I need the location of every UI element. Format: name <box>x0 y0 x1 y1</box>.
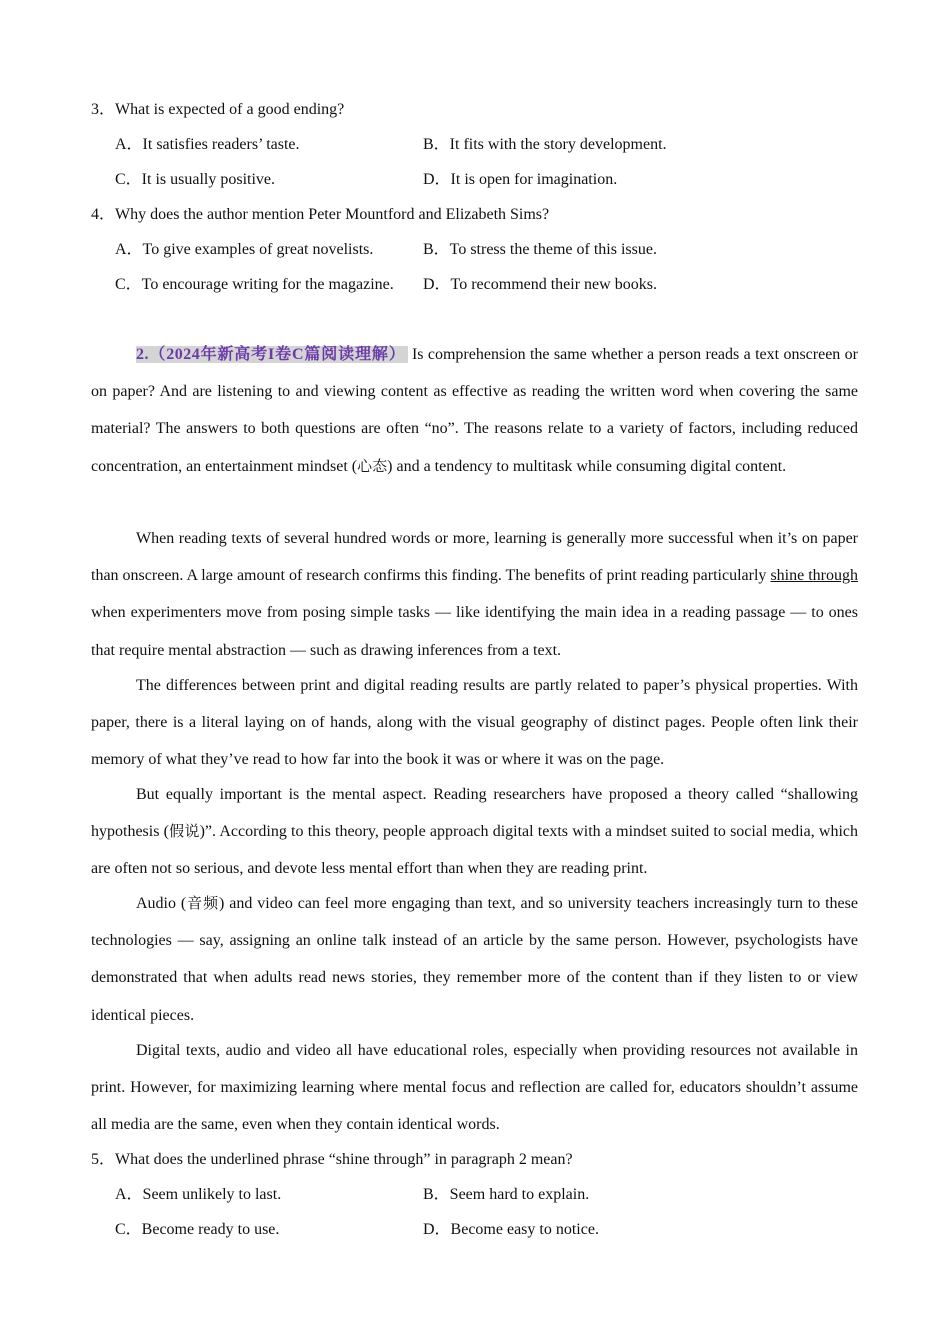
passage-paragraph-5: Audio (音频) and video can feel more engaging than text, and so university teachers increasingly turn to these technologies — say, assigning an online talk instead of an article by the same person. However, psychologists have demonstrated that when adults read news stories, they remember more of the content than if they listen to or view identical pieces. <box>91 894 858 1024</box>
passage-paragraph-1: 2.（2024年新高考I卷C篇阅读理解） Is comprehension the same whether a person reads a text onscreen or on paper? And are listening to and viewing content as effective as reading the written word when covering the same material? The answers to both questions are often “no”. The reasons relate to a variety of factors, including reduced concentration, an entertainment mindset (心态) and a tendency to multitask while consuming digital content. <box>91 346 858 475</box>
passage-paragraph-4: But equally important is the mental aspect. Reading researchers have proposed a theory called “shallowing hypothesis (假说)”. According to this theory, people approach digital texts with a mindset suited to social media, which are often not so serious, and devote less mental effort than when they are reading print. <box>91 786 858 878</box>
q3-option-a: A．It satisfies readers’ taste. <box>115 136 300 153</box>
q5-option-d: D．Become easy to notice. <box>423 1221 599 1238</box>
q3-option-d: D．It is open for imagination. <box>423 171 618 188</box>
q4-option-c: C．To encourage writing for the magazine. <box>115 276 394 293</box>
q4-option-b: B．To stress the theme of this issue. <box>423 241 657 258</box>
q4-option-a: A．To give examples of great novelists. <box>115 241 374 258</box>
passage-paragraph-3: The differences between print and digital reading results are partly related to paper’s physical properties. With paper, there is a literal laying on of hands, along with the visual geography of distinct pages. People often link their memory of what they’ve read to how far into the book it was or where it was on the page. <box>91 677 858 769</box>
question-5: 5．What does the underlined phrase “shine through” in paragraph 2 mean? <box>91 1151 573 1168</box>
passage-paragraph-2: When reading texts of several hundred words or more, learning is generally more successful when it’s on paper than onscreen. A large amount of research confirms this finding. The benefits of print reading particularly shine through when experimenters move from posing simple tasks — like identifying the main idea in a reading passage — to ones that require mental abstraction — such as drawing inferences from a text. <box>91 530 859 659</box>
q4-option-d: D．To recommend their new books. <box>423 276 657 293</box>
passage-paragraph-6: Digital texts, audio and video all have educational roles, especially when providing resources not available in print. However, for maximizing learning where mental focus and reflection are called for, educators shouldn’t assume all media are the same, even when they contain identical words. <box>91 1042 858 1134</box>
passage-source-label: 2.（2024年新高考I卷C篇阅读理解） <box>136 346 406 363</box>
q3-option-b: B．It fits with the story development. <box>423 136 667 153</box>
q5-option-c: C．Become ready to use. <box>115 1221 280 1238</box>
q5-option-b: B．Seem hard to explain. <box>423 1186 590 1203</box>
question-4: 4．Why does the author mention Peter Mountford and Elizabeth Sims? <box>91 206 550 223</box>
q5-option-a: A．Seem unlikely to last. <box>115 1186 282 1203</box>
q3-option-c: C．It is usually positive. <box>115 171 276 188</box>
underlined-phrase: shine through <box>770 567 859 585</box>
question-3: 3．What is expected of a good ending? <box>91 101 345 118</box>
